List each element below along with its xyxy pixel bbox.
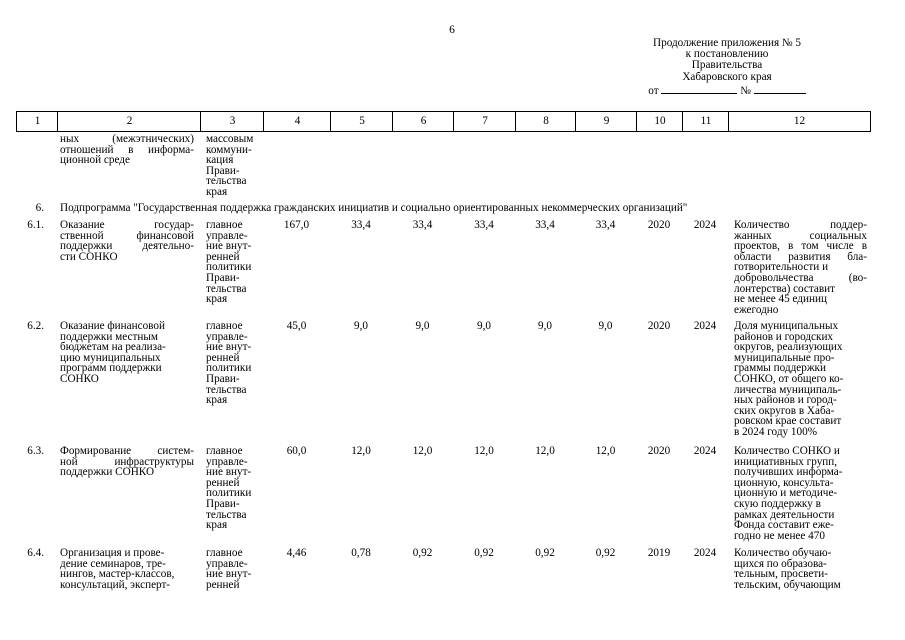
indicator — [734, 321, 867, 438]
year-value: 9,0 — [354, 320, 368, 332]
text-line: бюджетам на реализа- — [60, 341, 166, 354]
measure-name — [60, 446, 194, 478]
text-line: личества муниципаль- — [734, 383, 842, 396]
text-line: ние внут- — [206, 240, 252, 253]
end-year: 2024 — [693, 320, 717, 332]
text-line: края — [206, 185, 228, 198]
text-line: тельным, просвети- — [734, 568, 828, 581]
header-col-2: 2 — [57, 112, 201, 131]
start-year: 2019 — [647, 547, 671, 559]
text-line: главное — [206, 445, 243, 457]
text-line: поддержки деятельно- — [60, 240, 194, 253]
header-col-12: 12 — [728, 112, 870, 131]
date-prefix: от — [648, 84, 659, 97]
text-line: консультаций, эксперт- — [60, 578, 171, 591]
text-line: тельства — [206, 175, 247, 188]
text-line: округов, реализующих — [734, 341, 843, 354]
text-line: Количество поддер- — [734, 219, 867, 231]
text-line: щихся по образова- — [734, 557, 827, 570]
end-year: 2024 — [693, 219, 717, 231]
text-line: края — [206, 519, 228, 532]
year-value: 9,0 — [538, 320, 552, 332]
text-line: инициативных групп, — [734, 455, 838, 468]
text-line: тельства — [206, 383, 247, 396]
text-line: муниципальные про- — [734, 351, 835, 364]
text-line: тельства — [206, 508, 247, 521]
text-line: Оказание финансовой — [60, 320, 165, 332]
year-value: 33,4 — [351, 219, 371, 231]
year-value: 0,92 — [595, 547, 616, 559]
header-col-10: 10 — [636, 112, 683, 131]
total-value: 45,0 — [286, 320, 307, 332]
number-prefix: № — [740, 84, 751, 97]
header-col-9: 9 — [575, 112, 637, 131]
subprogram-number: 6. — [35, 202, 44, 214]
text-line: Оказание государ- — [60, 219, 194, 231]
start-year: 2020 — [647, 219, 671, 231]
text-line: ние внут- — [206, 341, 252, 354]
text-line: СОНКО, от общего ко- — [734, 372, 844, 385]
year-value: 9,0 — [415, 320, 430, 332]
year-value: 33,4 — [595, 219, 616, 231]
executor — [206, 321, 262, 406]
text-line: края — [206, 293, 228, 306]
year-value: 33,4 — [535, 219, 555, 231]
text-line: Прави- — [206, 271, 240, 284]
indicator — [734, 548, 867, 590]
indicator — [734, 220, 867, 315]
text-line: Доля муниципальных — [734, 320, 839, 332]
end-year: 2024 — [693, 547, 717, 559]
text-line: края — [206, 394, 228, 407]
text-line: нингов, мастер-классов, — [60, 568, 175, 581]
measure-name — [60, 548, 194, 590]
header-col-3: 3 — [200, 112, 264, 131]
year-value: 33,4 — [412, 219, 433, 231]
start-year: 2020 — [647, 320, 671, 332]
subprogram-title: Подпрограмма "Государственная поддержка гражданских инициатив и социально ориентированных некоммерческих организаций" — [60, 202, 688, 214]
text-line: не менее 45 единиц — [734, 293, 827, 306]
text-line: тельским, обучающим — [734, 578, 841, 591]
text-line: ровском крае составит — [734, 415, 842, 428]
text-line: рамках деятельности — [734, 508, 835, 521]
measure-name — [60, 321, 194, 385]
table-header-row — [16, 111, 871, 132]
text-line: Прави- — [206, 372, 240, 385]
text-line: добровольчества (во- — [734, 271, 867, 284]
year-value: 9,0 — [477, 320, 491, 332]
year-value: 12,0 — [412, 445, 433, 457]
text-line: ских округов в Хаба- — [734, 404, 835, 417]
year-value: 12,0 — [474, 445, 494, 457]
year-value: 12,0 — [351, 445, 371, 457]
row-number: 6.4. — [27, 547, 44, 559]
text-line: кация — [206, 154, 234, 167]
total-value: 167,0 — [283, 219, 310, 231]
text-line: ренней — [206, 476, 240, 489]
text-line: Количество СОНКО и — [734, 445, 840, 457]
text-line: программ поддержки — [60, 362, 162, 375]
appendix-line-3: Правительства — [691, 59, 763, 72]
text-line: Прави- — [206, 497, 240, 510]
year-value: 0,78 — [351, 547, 371, 559]
executor — [206, 548, 262, 590]
text-line: лонтерства) составит — [734, 282, 836, 295]
text-line: ние внут- — [206, 466, 252, 479]
measure-name — [60, 220, 194, 262]
year-value: 12,0 — [535, 445, 555, 457]
text-line: управле- — [206, 330, 248, 343]
header-col-1: 1 — [34, 115, 41, 127]
text-line: массовым — [206, 133, 254, 145]
date-blank — [661, 84, 737, 94]
row-number: 6.3. — [27, 445, 44, 457]
header-col-5: 5 — [330, 112, 393, 131]
text-line: Организация и прове- — [60, 547, 165, 559]
text-line: тельства — [206, 282, 247, 295]
text-line: ренней — [206, 578, 240, 591]
page-number: 6 — [449, 24, 455, 36]
text-line: ных (межэтнических) — [60, 133, 194, 145]
text-line: управле- — [206, 455, 248, 468]
text-line: ционную и методиче- — [734, 487, 838, 500]
text-line: ционную, консульта- — [734, 476, 834, 489]
year-value: 9,0 — [598, 320, 613, 332]
text-line: отношений в информа- — [60, 143, 194, 156]
text-line: ственной финансовой — [60, 229, 194, 242]
executor — [206, 446, 262, 531]
row-number: 6.2. — [27, 320, 44, 332]
text-line: сти СОНКО — [60, 250, 118, 263]
text-line: ренней — [206, 351, 240, 364]
text-line: Прави- — [206, 164, 240, 177]
end-year: 2024 — [693, 445, 717, 457]
text-line: районов и городских — [734, 330, 834, 343]
text-line: граммы поддержки — [734, 362, 826, 375]
text-line: скую поддержку в — [734, 497, 821, 510]
text-line: области развития бла- — [734, 250, 867, 263]
text-line: главное — [206, 219, 243, 231]
text-line: ных районов и город- — [734, 394, 837, 407]
text-line: в 2024 году 100% — [734, 425, 818, 438]
text-line: главное — [206, 547, 243, 559]
appendix-line-4: Хабаровского края — [682, 70, 772, 83]
header-col-6: 6 — [392, 112, 454, 131]
text-line: цию муниципальных — [60, 351, 161, 364]
year-value: 33,4 — [474, 219, 494, 231]
text-line: ренней — [206, 250, 240, 263]
header-col-7: 7 — [453, 112, 516, 131]
text-line: дение семинаров, тре- — [60, 557, 166, 570]
year-value: 0,92 — [412, 547, 433, 559]
row-number: 6.1. — [27, 219, 44, 231]
header-col-11: 11 — [682, 112, 729, 131]
text-line: Фонда составит еже- — [734, 519, 834, 532]
appendix-line-2: к постановлению — [685, 48, 769, 61]
header-col-8: 8 — [515, 112, 576, 131]
text-line: поддержки местным — [60, 330, 158, 343]
text-line: Формирование систем- — [60, 445, 194, 457]
appendix-date-line — [632, 84, 822, 97]
text-line: политики — [206, 487, 252, 500]
text-line: политики — [206, 261, 252, 274]
start-year: 2020 — [647, 445, 671, 457]
continuation-name — [60, 134, 194, 166]
text-line: ной инфраструктуры — [60, 455, 194, 468]
text-line: поддержки СОНКО — [60, 466, 155, 479]
text-line: управле- — [206, 557, 248, 570]
header-col-4: 4 — [263, 112, 331, 131]
text-line: получивших информа- — [734, 466, 843, 479]
number-blank — [754, 84, 806, 94]
indicator — [734, 446, 867, 541]
appendix-line-1: Продолжение приложения № 5 — [653, 37, 801, 49]
text-line: ционной среде — [60, 154, 130, 167]
executor — [206, 220, 262, 305]
appendix-heading — [632, 38, 822, 97]
text-line: коммуни- — [206, 143, 252, 156]
total-value: 4,46 — [286, 547, 307, 559]
text-line: годно не менее 470 — [734, 529, 825, 542]
text-line: СОНКО — [60, 372, 99, 385]
text-line: политики — [206, 362, 252, 375]
year-value: 12,0 — [595, 445, 616, 457]
year-value: 0,92 — [474, 547, 494, 559]
year-value: 0,92 — [535, 547, 555, 559]
text-line: главное — [206, 320, 243, 332]
text-line: управле- — [206, 229, 248, 242]
text-line: готворительности и — [734, 261, 829, 274]
text-line: жанных социальных — [734, 229, 867, 242]
text-line: ние внут- — [206, 568, 252, 581]
text-line: ежегодно — [734, 303, 779, 316]
text-line: проектов, в том числе в — [734, 240, 867, 253]
continuation-executor — [206, 134, 262, 198]
total-value: 60,0 — [286, 445, 307, 457]
text-line: Количество обучаю- — [734, 547, 832, 559]
